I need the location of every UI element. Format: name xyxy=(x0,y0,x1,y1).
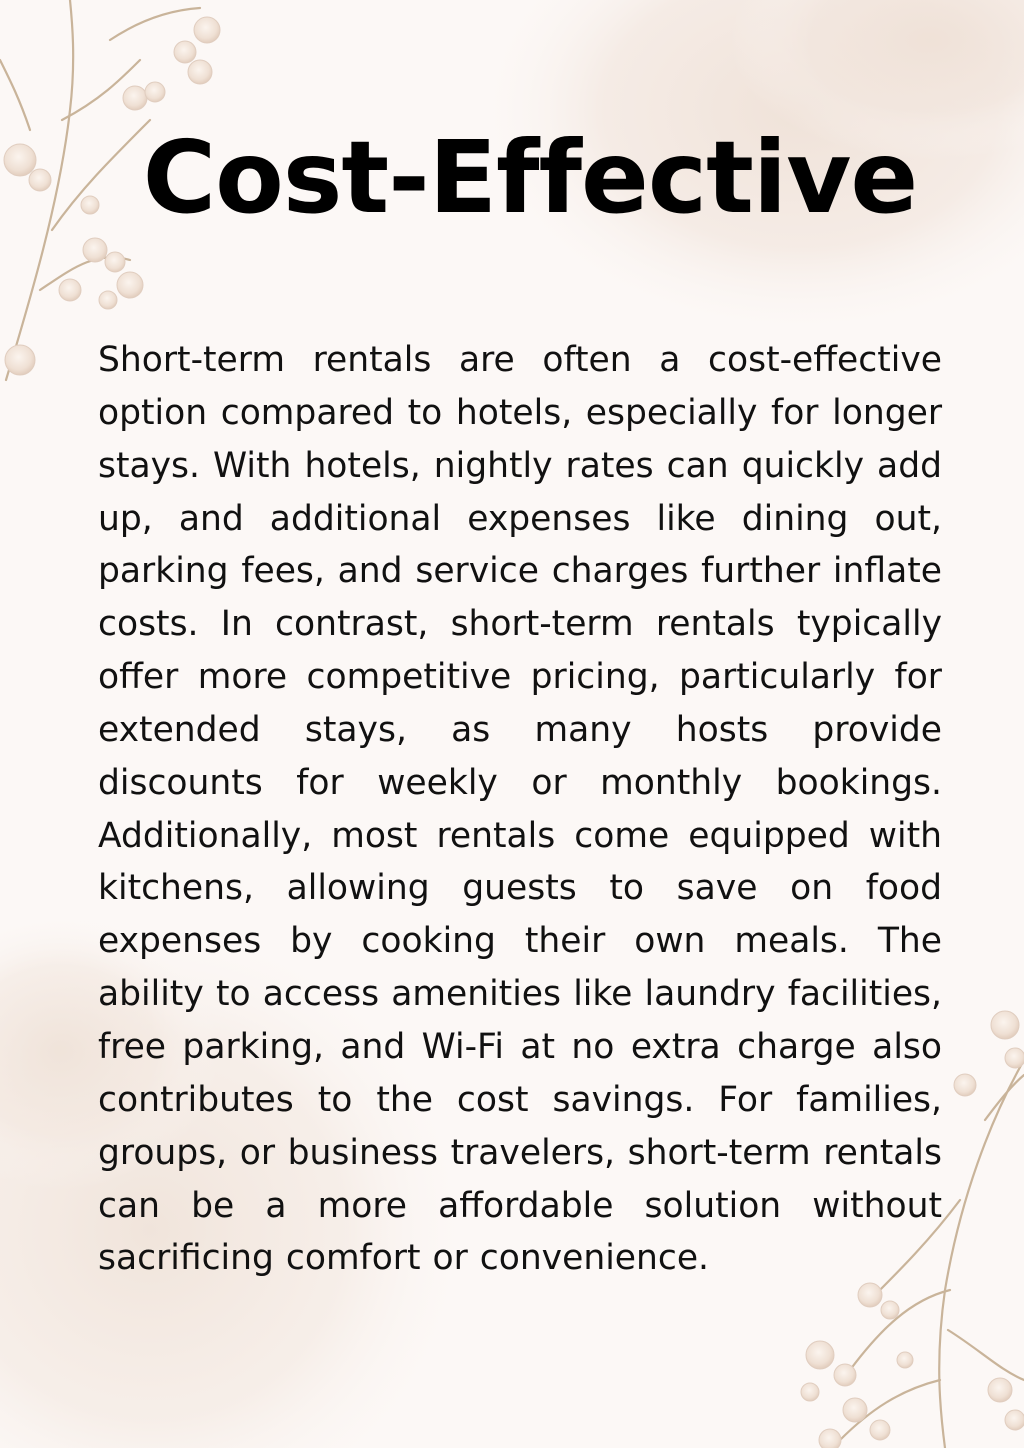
body-paragraph: Short-term rentals are often a cost-effective option compared to hotels, especially for longer stays. With hotels, nightly rates can quickly add up, and additional expenses like dining out, parking fees, and service charges further inflate costs. In contrast, short-term rentals typically offer more competitive pricing, particularly for extended stays, as many hosts provide discounts for weekly or monthly bookings. Additionally, most rentals come equipped with kitchens, allowing guests to save on food expenses by cooking their own meals. The ability to access amenities like laundry facilities, free parking, and Wi-Fi at no extra charge also contributes to the cost savings. For families, groups, or business travelers, short-term rentals can be a more affordable solution without sacrificing comfort or convenience. xyxy=(98,340,942,1279)
page-title: Cost-Effective xyxy=(142,119,918,236)
